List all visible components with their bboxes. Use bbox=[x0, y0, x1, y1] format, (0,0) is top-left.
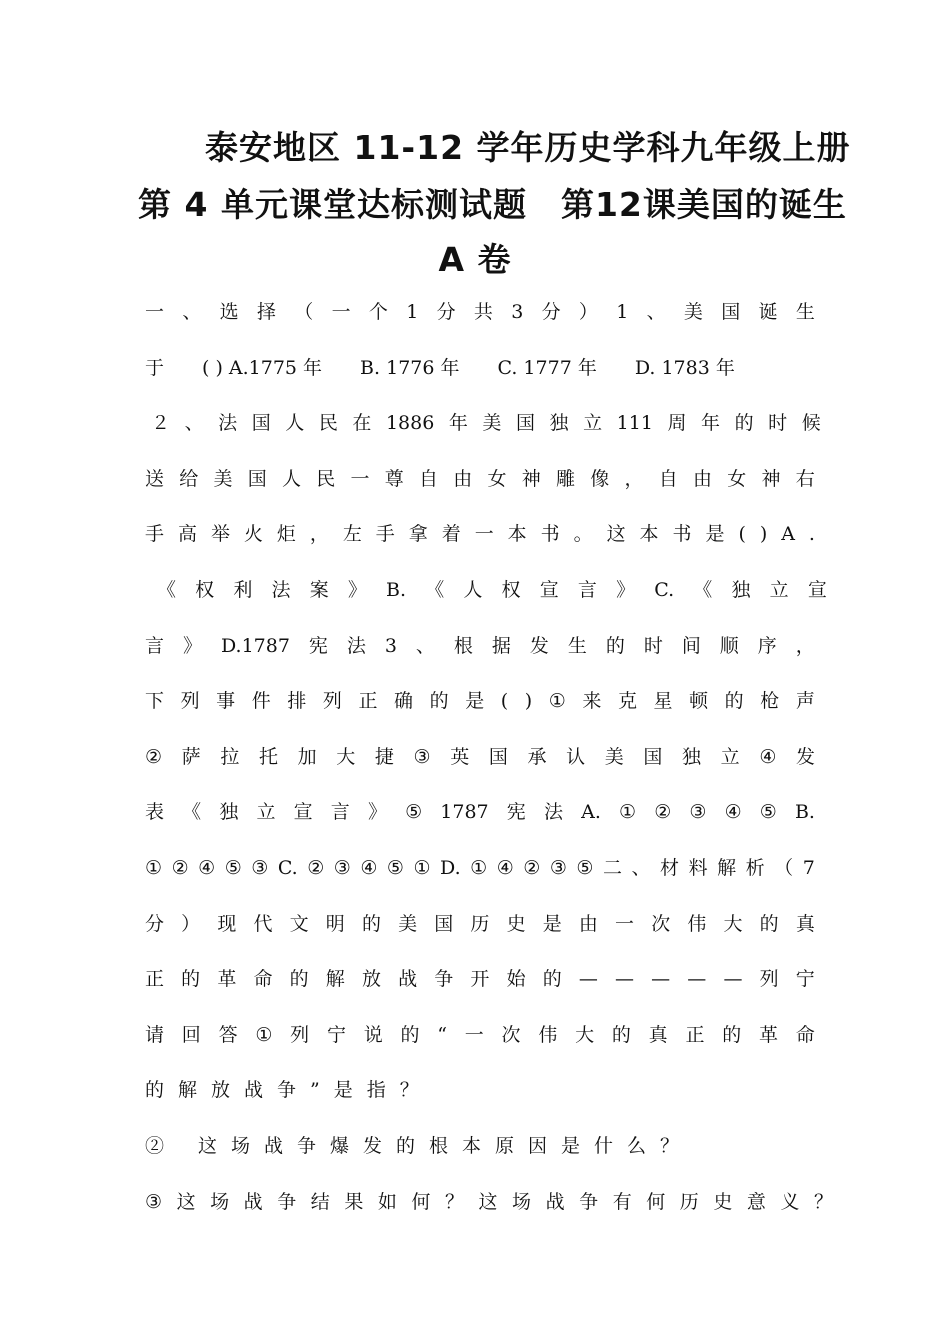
text-line: 一 、 选 择 （ 一 个 1 分 共 3 分 ） 1 、 美 国 诞 生 bbox=[145, 301, 815, 323]
text-line: 于 ( ) A.1775 年 B. 1776 年 C. 1777 年 D. 1783 年 bbox=[145, 356, 735, 379]
text-line: 分 ） 现 代 文 明 的 美 国 历 史 是 由 一 次 伟 大 的 真 bbox=[145, 912, 815, 935]
title-line-2: 第 4 单元课堂达标测试题 第12课美国的诞生 bbox=[138, 185, 847, 224]
text-line: ② 萨 拉 托 加 大 捷 ③ 英 国 承 认 美 国 独 立 ④ 发 bbox=[145, 745, 815, 768]
title-line-3: A 卷 bbox=[438, 240, 512, 279]
text-line: 送 给 美 国 人 民 一 尊 自 由 女 神 雕 像 ， 自 由 女 神 右 bbox=[145, 467, 815, 490]
text-line: 下 列 事 件 排 列 正 确 的 是 ( ) ① 来 克 星 顿 的 枪 声 bbox=[145, 690, 815, 713]
text-line: 手 高 举 火 炬 ， 左 手 拿 着 一 本 书 。 这 本 书 是 ( ) A . bbox=[145, 523, 815, 546]
text-line: 表 《 独 立 宣 言 》 ⑤ 1787 宪 法 A. ① ② ③ ④ ⑤ B. bbox=[145, 801, 815, 824]
text-line: 正 的 革 命 的 解 放 战 争 开 始 的 — — — — — 列 宁 bbox=[145, 968, 815, 991]
text-line: 的解放战争”是指？ bbox=[145, 1079, 433, 1102]
text-line: 言 》 D.1787 宪 法 3 、 根 据 发 生 的 时 间 顺 序 ， bbox=[145, 634, 815, 657]
title-line-1: 泰安地区 11-12 学年历史学科九年级上册 bbox=[205, 128, 851, 167]
text-line: ① ② ④ ⑤ ③ C. ② ③ ④ ⑤ ① D. ① ④ ② ③ ⑤ 二 、 材 料 解 析 （ 7 bbox=[145, 857, 815, 879]
text-line: 请 回 答 ① 列 宁 说 的 “ 一 次 伟 大 的 真 正 的 革 命 bbox=[145, 1023, 815, 1046]
text-line: 《 权 利 法 案 》 B. 《 人 权 宣 言 》 C. 《 独 立 宣 bbox=[157, 579, 827, 601]
text-line: ２ 、 法 国 人 民 在 1886 年 美 国 独 立 111 周 年 的 时 候 bbox=[151, 412, 821, 435]
text-line: ③ 这 场 战 争 结 果 如 何 ？ 这 场 战 争 有 何 历 史 意 义 ？ bbox=[145, 1190, 833, 1213]
text-line: ② 这场战争爆发的根本原因是什么？ bbox=[145, 1135, 694, 1157]
